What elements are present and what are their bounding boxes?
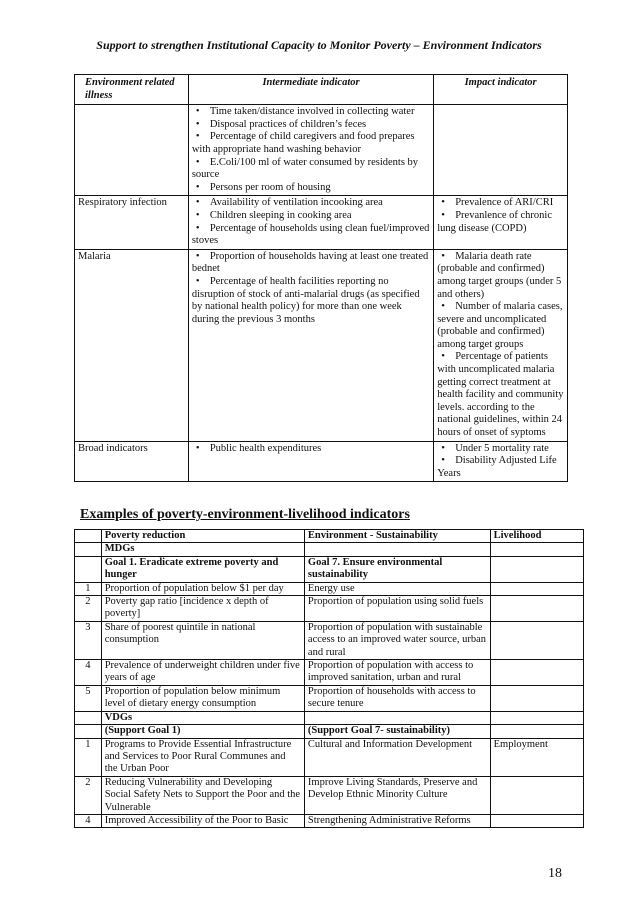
poverty-cell: VDGs: [101, 711, 304, 724]
table-row: [75, 543, 584, 556]
impact-cell: [434, 105, 568, 196]
bullet-item: • Disability Adjusted Life Years: [437, 455, 564, 480]
livelihood-cell: [490, 582, 583, 595]
bullet-item: • Children sleeping in cooking area: [192, 210, 430, 223]
environment-cell: Energy use: [304, 582, 490, 595]
bullet-item: • Prevanlence of chronic lung disease (COPD): [437, 210, 564, 235]
row-number: 1: [75, 582, 102, 595]
table-row: [75, 660, 584, 686]
impact-cell: [434, 196, 568, 249]
bullet-item: • Time taken/distance involved in collecting water: [192, 106, 430, 119]
section-heading: Examples of poverty-environment-livelihood indicators: [80, 507, 410, 522]
table-row: [75, 814, 584, 827]
row-number: 4: [75, 814, 102, 827]
poverty-environment-table: [74, 529, 584, 828]
row-number: 3: [75, 621, 102, 659]
page-number: 18: [548, 866, 562, 881]
livelihood-cell: [490, 660, 583, 686]
livelihood-cell: [490, 543, 583, 556]
table-row: [75, 776, 584, 814]
impact-list: [437, 251, 564, 440]
header-number: [75, 530, 102, 543]
environment-cell: (Support Goal 7- sustainability): [304, 725, 490, 738]
poverty-cell: MDGs: [101, 543, 304, 556]
table-row: [75, 725, 584, 738]
row-number: 2: [75, 596, 102, 622]
livelihood-cell: [490, 685, 583, 711]
impact-cell: [434, 441, 568, 482]
header-illness: Environment related illness: [75, 75, 189, 105]
bullet-item: • Percentage of patients with uncomplicated malaria getting correct treatment at health facility and community levels. according to the national guidelines, within 24 hours of onset of syptoms: [437, 351, 564, 439]
row-number: [75, 543, 102, 556]
poverty-cell: (Support Goal 1): [101, 725, 304, 738]
environment-cell: Proportion of population using solid fuels: [304, 596, 490, 622]
bullet-item: • Persons per room of housing: [192, 182, 430, 195]
header-environment: Environment - Sustainability: [304, 530, 490, 543]
intermediate-list: [192, 443, 430, 456]
impact-list: [437, 443, 564, 481]
environment-cell: Goal 7. Ensure environmental sustainability: [304, 556, 490, 582]
bullet-item: • Proportion of households having at least one treated bednet: [192, 251, 430, 276]
intermediate-cell: [188, 441, 433, 482]
intermediate-cell: [188, 105, 433, 196]
livelihood-cell: [490, 725, 583, 738]
table-header-row: [75, 530, 584, 543]
table-row: [75, 556, 584, 582]
bullet-item: • Number of malaria cases, severe and uncomplicated (probable and confirmed) among target groups: [437, 301, 564, 351]
livelihood-cell: [490, 596, 583, 622]
environment-cell: Strengthening Administrative Reforms: [304, 814, 490, 827]
table-row: [75, 196, 568, 249]
bullet-item: • Percentage of child caregivers and food prepares with appropriate hand washing behavior: [192, 131, 430, 156]
bullet-item: • E.Coli/100 ml of water consumed by residents by source: [192, 157, 430, 182]
table-row: [75, 105, 568, 196]
livelihood-cell: [490, 814, 583, 827]
table-header-row: [75, 75, 568, 105]
bullet-item: • Percentage of households using clean fuel/improved stoves: [192, 223, 430, 248]
intermediate-list: [192, 197, 430, 247]
header-intermediate: Intermediate indicator: [188, 75, 433, 105]
table-row: [75, 738, 584, 776]
environment-cell: Proportion of households with access to secure tenure: [304, 685, 490, 711]
environment-cell: [304, 543, 490, 556]
poverty-cell: Prevalence of underweight children under five years of age: [101, 660, 304, 686]
header-livelihood: Livelihood: [490, 530, 583, 543]
row-number: 5: [75, 685, 102, 711]
illness-cell: Broad indicators: [75, 441, 189, 482]
poverty-cell: Poverty gap ratio [incidence x depth of poverty]: [101, 596, 304, 622]
bullet-item: • Malaria death rate (probable and confirmed) among target groups (under 5 and others): [437, 251, 564, 301]
livelihood-cell: [490, 711, 583, 724]
table-row: [75, 711, 584, 724]
table-row: [75, 596, 584, 622]
illness-indicator-table: [74, 74, 568, 482]
bullet-item: • Public health expenditures: [192, 443, 430, 456]
row-number: 2: [75, 776, 102, 814]
environment-cell: Cultural and Information Development: [304, 738, 490, 776]
bullet-item: • Prevalence of ARI/CRI: [437, 197, 564, 210]
table-row: [75, 441, 568, 482]
poverty-cell: Programs to Provide Essential Infrastructure and Services to Poor Rural Communes and the Urban Poor: [101, 738, 304, 776]
livelihood-cell: [490, 556, 583, 582]
header-poverty-reduction: Poverty reduction: [101, 530, 304, 543]
intermediate-list: [192, 106, 430, 194]
bullet-item: • Disposal practices of children’s feces: [192, 119, 430, 132]
environment-cell: [304, 711, 490, 724]
header-impact: Impact indicator: [434, 75, 568, 105]
table-row: [75, 621, 584, 659]
poverty-cell: Proportion of population below $1 per day: [101, 582, 304, 595]
intermediate-cell: [188, 196, 433, 249]
table-row: [75, 249, 568, 441]
table-row: [75, 582, 584, 595]
poverty-cell: Reducing Vulnerability and Developing Social Safety Nets to Support the Poor and the Vulnerable: [101, 776, 304, 814]
poverty-cell: Goal 1. Eradicate extreme poverty and hunger: [101, 556, 304, 582]
impact-cell: [434, 249, 568, 441]
poverty-cell: Share of poorest quintile in national consumption: [101, 621, 304, 659]
environment-cell: Improve Living Standards, Preserve and Develop Ethnic Minority Culture: [304, 776, 490, 814]
row-number: [75, 711, 102, 724]
environment-cell: Proportion of population with sustainable access to an improved water source, urban and rural: [304, 621, 490, 659]
illness-cell: Respiratory infection: [75, 196, 189, 249]
livelihood-cell: [490, 621, 583, 659]
impact-list: [437, 197, 564, 235]
running-head: Support to strengthen Institutional Capacity to Monitor Poverty – Environment Indicators: [96, 38, 542, 52]
poverty-cell: Proportion of population below minimum level of dietary energy consumption: [101, 685, 304, 711]
poverty-cell: Improved Accessibility of the Poor to Basic: [101, 814, 304, 827]
row-number: [75, 725, 102, 738]
row-number: 4: [75, 660, 102, 686]
bullet-item: • Under 5 mortality rate: [437, 443, 564, 456]
row-number: [75, 556, 102, 582]
environment-cell: Proportion of population with access to improved sanitation, urban and rural: [304, 660, 490, 686]
intermediate-cell: [188, 249, 433, 441]
illness-cell: [75, 105, 189, 196]
bullet-item: • Percentage of health facilities reporting no disruption of stock of anti-malarial drugs (as specified by national health policy) for more than one week during the previous 3 months: [192, 276, 430, 326]
row-number: 1: [75, 738, 102, 776]
intermediate-list: [192, 251, 430, 327]
livelihood-cell: Employment: [490, 738, 583, 776]
livelihood-cell: [490, 776, 583, 814]
bullet-item: • Availability of ventilation incooking area: [192, 197, 430, 210]
table-row: [75, 685, 584, 711]
illness-cell: Malaria: [75, 249, 189, 441]
